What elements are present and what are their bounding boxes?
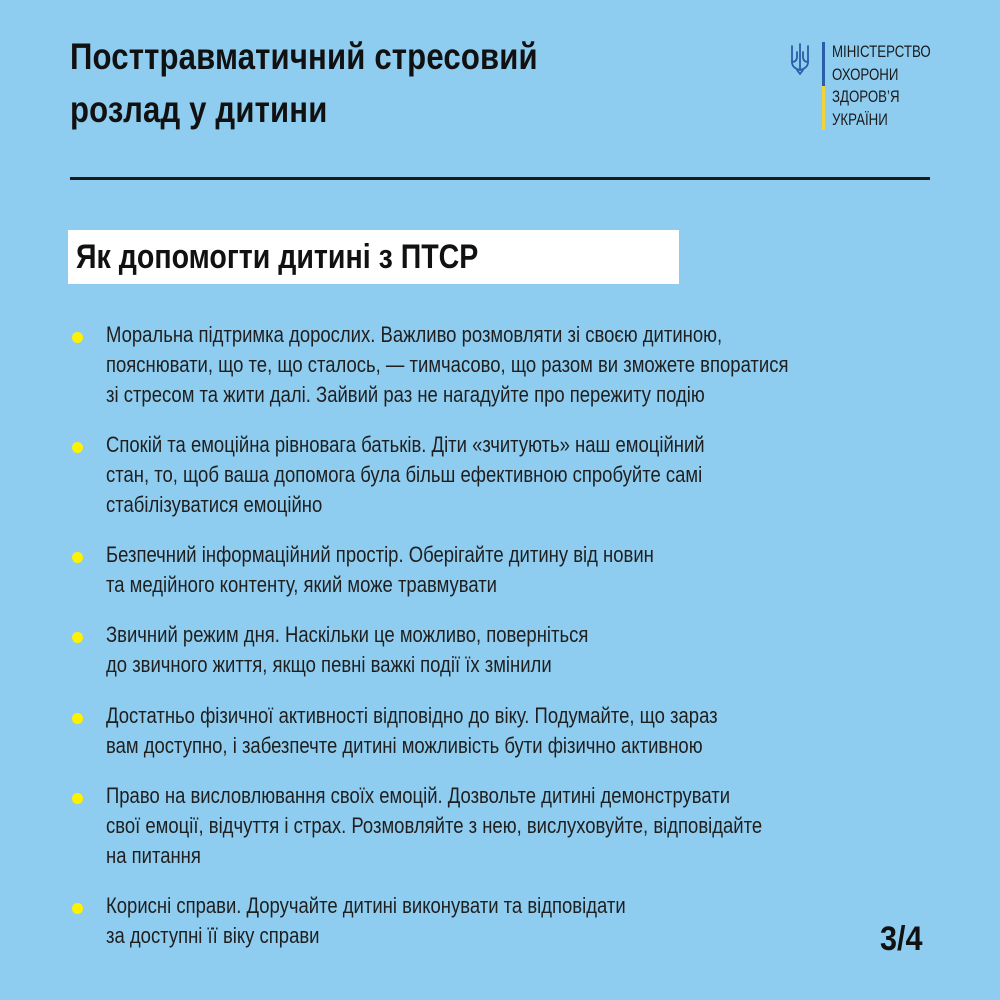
logo-line-3: ЗДОРОВ’Я (832, 87, 900, 106)
bullet-dot (72, 713, 83, 724)
list-item-text (106, 320, 912, 410)
page-title-line-1: Посттравматичний стресовий (70, 36, 538, 77)
logo-line-4: УКРАЇНИ (832, 109, 888, 129)
header-divider (70, 177, 930, 180)
list-item-line: Безпечний інформаційний простір. Оберігайте дитину від новин (106, 542, 654, 567)
bullet-dot (72, 632, 83, 643)
list-item-text (106, 620, 912, 680)
list-item-line: пояснювати, що те, що сталось, — тимчасово, що разом ви зможете впоратися (106, 352, 789, 377)
page-title (70, 30, 641, 136)
list-item-line: Достатньо фізичної активності відповідно до віку. Подумайте, що зараз (106, 703, 718, 728)
list-item-text (106, 540, 912, 600)
bullet-dot (72, 332, 83, 343)
list-item-line: стабілізуватися емоційно (106, 492, 323, 517)
page-title-line-2: розлад у дитини (70, 89, 328, 130)
list-item-line: Спокій та емоційна рівновага батьків. Діти «зчитують» наш емоційний (106, 432, 705, 457)
bullet-dot (72, 903, 83, 914)
list-item-text (106, 430, 912, 520)
list-item-line: за доступні її віку справи (106, 923, 320, 948)
bullet-dot (72, 793, 83, 804)
list-item-line: Корисні справи. Доручайте дитині виконувати та відповідати (106, 893, 626, 918)
list-item-text (106, 781, 912, 871)
logo-line-2: ОХОРОНИ (832, 64, 899, 84)
bullet-dot (72, 552, 83, 563)
list-item-text (106, 891, 912, 951)
list-item-line: свої емоції, відчуття і страх. Розмовляйте з нею, вислуховуйте, відповідайте (106, 813, 763, 838)
bullet-dot (72, 442, 83, 453)
logo-line-1: МІНІСТЕРСТВО (832, 42, 931, 61)
trident-icon (790, 42, 810, 76)
list-item-line: та медійного контенту, який може травмувати (106, 572, 498, 597)
list-item-line: до звичного життя, якщо певні важкі події їх змінили (106, 652, 552, 677)
logo-divider (822, 42, 825, 130)
list-item-line: вам доступно, і забезпечте дитині можливість бути фізично активною (106, 733, 703, 758)
ministry-logo (790, 42, 950, 132)
page-indicator: 3/4 (880, 920, 923, 958)
logo-wordmark (832, 41, 931, 131)
list-item-line: Право на висловлювання своїх емоцій. Дозвольте дитині демонструвати (106, 783, 731, 808)
section-heading (68, 230, 679, 284)
list-item-line: на питання (106, 843, 201, 868)
list-item-line: стан, то, щоб ваша допомога була більш ефективною спробуйте самі (106, 462, 703, 487)
list-item-line: Моральна підтримка дорослих. Важливо розмовляти зі своєю дитиною, (106, 322, 723, 347)
list-item-line: Звичний режим дня. Наскільки це можливо, поверніться (106, 622, 589, 647)
list-item-line: зі стресом та жити далі. Зайвий раз не нагадуйте про пережиту подію (106, 382, 705, 407)
list-item-text (106, 701, 912, 761)
section-subtitle: Як допомогти дитині з ПТСР (76, 238, 479, 276)
